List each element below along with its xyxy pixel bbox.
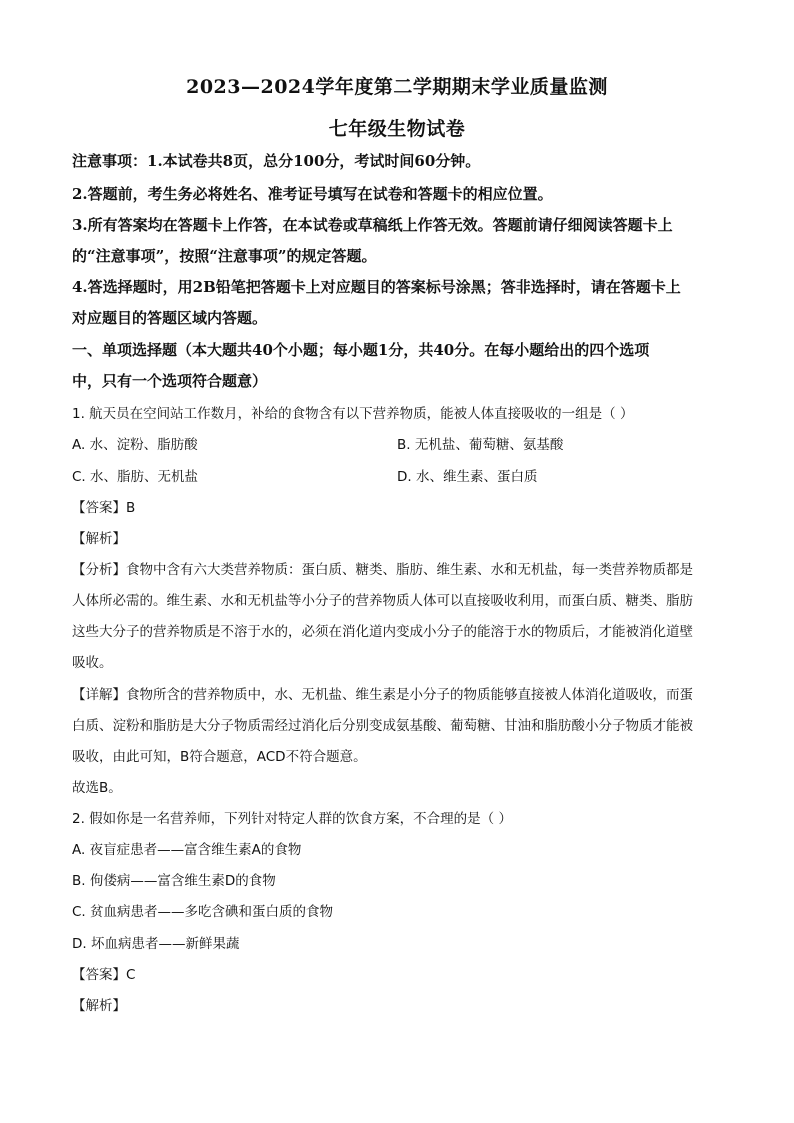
question-1-option-a: A. 水、淀粉、脂肪酸 bbox=[72, 437, 198, 453]
question-1-fenxi-line-2: 人体所必需的。维生素、水和无机盐等小分子的营养物质人体可以直接吸收利用，而蛋白质、糖类、脂肪 bbox=[72, 593, 693, 609]
notice-line-4a: 4.答选择题时，用2B铅笔把答题卡上对应题目的答案标号涂黑；答非选择时，请在答题卡上 bbox=[72, 278, 681, 296]
question-2-stem: 2. 假如你是一名营养师，下列针对特定人群的饮食方案，不合理的是（ ） bbox=[72, 811, 512, 827]
exam-title: 2023—2024学年度第二学期期末学业质量监测 bbox=[186, 76, 608, 98]
section-heading-b: 中，只有一个选项符合题意） bbox=[72, 372, 268, 390]
question-1-xiangjie-line-3: 吸收，由此可知，B符合题意，ACD不符合题意。 bbox=[72, 749, 367, 765]
notice-line-3a: 3.所有答案均在答题卡上作答，在本试卷或草稿纸上作答无效。答题前请仔细阅读答题卡上 bbox=[72, 216, 673, 234]
question-1-xiangjie-line-2: 白质、淀粉和脂肪是大分子物质需经过消化后分别变成氨基酸、葡萄糖、甘油和脂肪酸小分子物质才能被 bbox=[72, 718, 693, 734]
notice-line-1: 注意事项：1.本试卷共8页，总分100分，考试时间60分钟。 bbox=[72, 152, 481, 170]
question-2-analysis-label: 【解析】 bbox=[72, 998, 126, 1014]
notice-line-2: 2.答题前，考生务必将姓名、准考证号填写在试卷和答题卡的相应位置。 bbox=[72, 185, 553, 203]
question-1-option-c: C. 水、脂肪、无机盐 bbox=[72, 469, 199, 485]
question-1-xiangjie-line-1: 【详解】食物所含的营养物质中，水、无机盐、维生素是小分子的物质能够直接被人体消化道吸收，而蛋 bbox=[72, 687, 693, 703]
notice-line-3b: 的“注意事项”，按照“注意事项”的规定答题。 bbox=[72, 247, 377, 265]
question-1-stem: 1. 航天员在空间站工作数月，补给的食物含有以下营养物质，能被人体直接吸收的一组是（ ） bbox=[72, 406, 634, 422]
exam-subtitle: 七年级生物试卷 bbox=[328, 118, 466, 140]
notice-line-4b: 对应题目的答题区域内答题。 bbox=[72, 309, 268, 327]
question-2-option-b: B. 佝偻病——富含维生素D的食物 bbox=[72, 873, 276, 889]
question-1-fenxi-line-3: 这些大分子的营养物质是不溶于水的，必须在消化道内变成小分子的能溶于水的物质后，才能被消化道壁 bbox=[72, 624, 693, 640]
question-1-conclusion: 故选B。 bbox=[72, 780, 122, 796]
question-2-answer: 【答案】C bbox=[72, 967, 136, 983]
question-2-option-c: C. 贫血病患者——多吃含碘和蛋白质的食物 bbox=[72, 904, 334, 920]
question-1-option-b: B. 无机盐、葡萄糖、氨基酸 bbox=[397, 437, 564, 453]
question-1-option-d: D. 水、维生素、蛋白质 bbox=[397, 469, 538, 485]
question-2-option-a: A. 夜盲症患者——富含维生素A的食物 bbox=[72, 842, 302, 858]
question-1-fenxi-line-4: 吸收。 bbox=[72, 655, 113, 671]
question-1-analysis-label: 【解析】 bbox=[72, 531, 126, 547]
question-2-option-d: D. 坏血病患者——新鲜果蔬 bbox=[72, 936, 240, 952]
question-1-fenxi-line-1: 【分析】食物中含有六大类营养物质：蛋白质、糖类、脂肪、维生素、水和无机盐，每一类营养物质都是 bbox=[72, 562, 693, 578]
section-heading-a: 一、单项选择题（本大题共40个小题；每小题1分，共40分。在每小题给出的四个选项 bbox=[72, 341, 650, 359]
question-1-answer: 【答案】B bbox=[72, 500, 136, 516]
